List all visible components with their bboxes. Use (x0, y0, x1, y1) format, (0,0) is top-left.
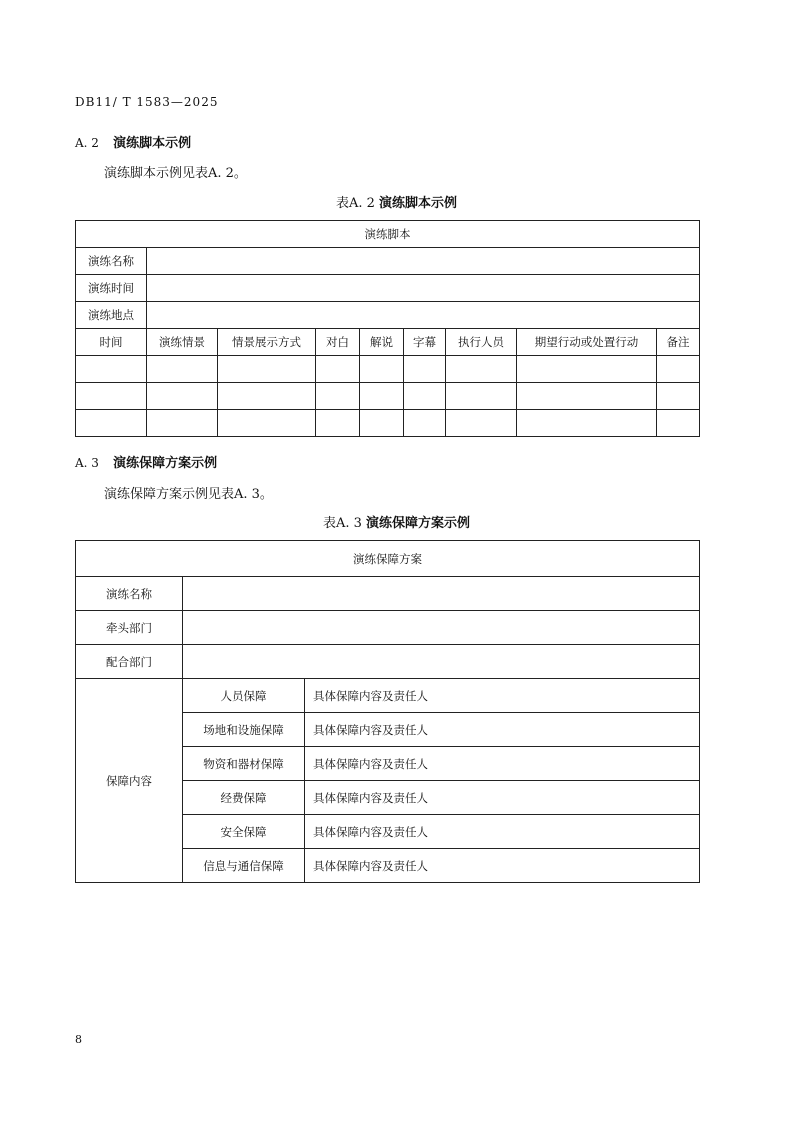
section-a2-heading (75, 132, 191, 151)
section-title: 演练脚本示例 (113, 136, 192, 151)
guarantee-type: 人员保障 (183, 679, 305, 713)
section-number: A. 2 (75, 136, 99, 150)
guarantee-type: 经费保障 (183, 781, 305, 815)
table-a2-caption (0, 192, 793, 211)
caption-title: 演练脚本示例 (379, 196, 458, 211)
caption-prefix: 表A. 3 (322, 516, 362, 531)
guarantee-detail: 具体保障内容及责任人 (305, 713, 700, 747)
table-cell (183, 645, 700, 679)
section-a3-heading (75, 452, 217, 471)
table-row (76, 679, 700, 713)
table-heading: 演练脚本 (76, 221, 700, 248)
table-cell (183, 577, 700, 611)
column-header: 情景展示方式 (218, 329, 316, 356)
section-a2-paragraph: 演练脚本示例见表A. 2。 (104, 166, 247, 181)
column-header: 解说 (360, 329, 404, 356)
caption-prefix: 表A. 2 (335, 196, 375, 211)
section-number: A. 3 (75, 456, 99, 470)
section-a3-paragraph: 演练保障方案示例见表A. 3。 (104, 487, 273, 502)
table-row (76, 410, 700, 437)
guarantee-type: 信息与通信保障 (183, 849, 305, 883)
row-label: 演练时间 (76, 275, 147, 302)
table-a3 (75, 540, 700, 883)
guarantee-detail: 具体保障内容及责任人 (305, 815, 700, 849)
column-header: 对白 (316, 329, 360, 356)
column-header: 期望行动或处置行动 (517, 329, 657, 356)
guarantee-detail: 具体保障内容及责任人 (305, 849, 700, 883)
guarantee-detail: 具体保障内容及责任人 (305, 679, 700, 713)
table-row (76, 356, 700, 383)
table-a2 (75, 220, 700, 437)
caption-title: 演练保障方案示例 (366, 516, 471, 531)
column-header: 执行人员 (446, 329, 517, 356)
column-header-row (76, 329, 700, 356)
table-heading: 演练保障方案 (76, 541, 700, 577)
row-label: 演练地点 (76, 302, 147, 329)
row-label: 演练名称 (76, 577, 183, 611)
table-cell (147, 248, 700, 275)
guarantee-type: 场地和设施保障 (183, 713, 305, 747)
row-label: 配合部门 (76, 645, 183, 679)
column-header: 演练情景 (147, 329, 218, 356)
row-label: 演练名称 (76, 248, 147, 275)
column-header: 时间 (76, 329, 147, 356)
table-row (76, 383, 700, 410)
table-cell (147, 275, 700, 302)
document-code: DB11/ T 1583—2025 (75, 95, 219, 109)
section-title: 演练保障方案示例 (113, 456, 218, 471)
content-label: 保障内容 (76, 679, 183, 883)
page-number: 8 (75, 1033, 82, 1046)
table-cell (147, 302, 700, 329)
column-header: 备注 (657, 329, 700, 356)
guarantee-detail: 具体保障内容及责任人 (305, 781, 700, 815)
column-header: 字幕 (404, 329, 446, 356)
guarantee-type: 安全保障 (183, 815, 305, 849)
table-a3-caption (0, 512, 793, 531)
guarantee-detail: 具体保障内容及责任人 (305, 747, 700, 781)
row-label: 牵头部门 (76, 611, 183, 645)
table-cell (183, 611, 700, 645)
guarantee-type: 物资和器材保障 (183, 747, 305, 781)
